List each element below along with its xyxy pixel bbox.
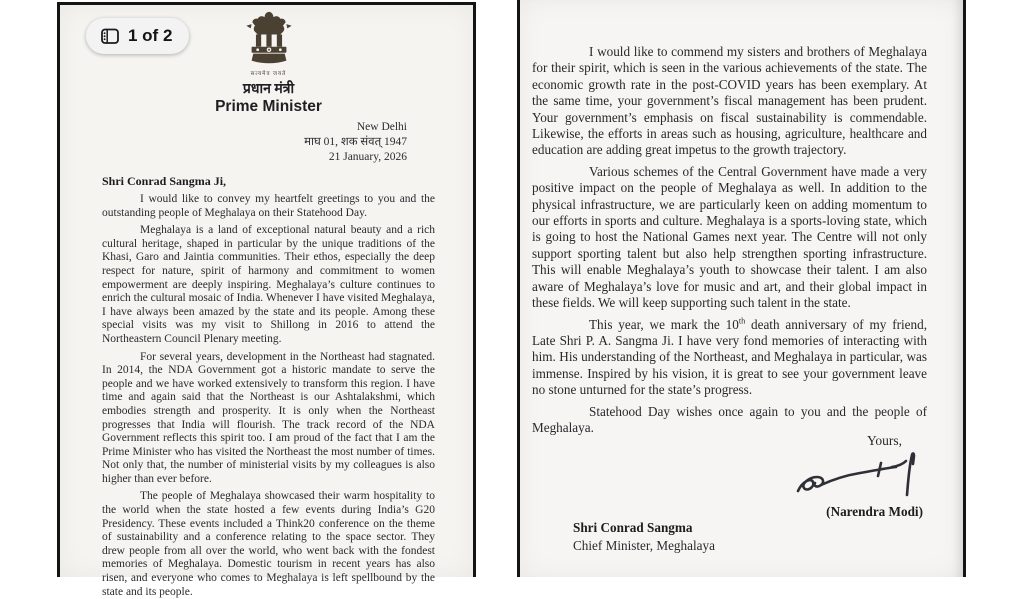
paragraph-text: death anniversary of my friend, Late Shri P. A. Sangma Ji. I have very fond memories of interacting with him. His understanding of the Northeast, and Meghalaya in particular, was immense. Inspired by his vision, it is great to see your government leave no stone unturned for the state’s progress. bbox=[532, 316, 927, 398]
dateline bbox=[102, 120, 435, 165]
salutation: Shri Conrad Sangma Ji, bbox=[102, 174, 227, 188]
narendra-modi-signature-icon bbox=[792, 450, 922, 502]
valediction: Yours, bbox=[866, 433, 902, 448]
letter-page-2 bbox=[517, 0, 966, 577]
ordinal-superscript: th bbox=[738, 316, 746, 326]
letter-paragraph: For several years, development in the Northeast had stagnated. In 2014, the NDA Government got a historic mandate to serve the people and we have worked extensively to transform this region. I have time and again said that the Northeast is our Ashtalakshmi, which embodies strength and prosperity. It is only when the Northeast progresses that India will flourish. The track record of the NDA Government reflects this spirit too. I am proud of the fact that I am the Prime Minister who has visited the Northeast the most number of times. Not only that, the number of ministerial visits by my colleagues is also higher than ever before. bbox=[102, 350, 435, 485]
letterhead-title-hindi: प्रधान मंत्री bbox=[242, 82, 295, 97]
recipient-title: Chief Minister, Meghalaya bbox=[573, 538, 715, 553]
pages-icon bbox=[100, 26, 120, 46]
paragraph-text: This year, we mark the 10 bbox=[589, 316, 739, 332]
page-count-label: 1 of 2 bbox=[128, 26, 173, 45]
dateline-place: New Delhi bbox=[356, 121, 407, 133]
letter-paragraph: Statehood Day wishes once again to you and the people of Meghalaya. bbox=[532, 403, 927, 435]
letter-page-1 bbox=[57, 2, 476, 598]
letterhead-title-english: Prime Minister bbox=[215, 98, 322, 115]
recipient-block bbox=[573, 519, 715, 555]
dateline-saka-date: माघ 01, शक संवत् 1947 bbox=[304, 136, 407, 148]
letter-paragraph bbox=[532, 317, 927, 399]
page-count-badge[interactable] bbox=[86, 18, 189, 54]
emblem-of-india-icon bbox=[243, 11, 295, 70]
recipient-name: Shri Conrad Sangma bbox=[573, 520, 693, 535]
letter-paragraph: Various schemes of the Central Government have made a very positive impact on the people of Meghalaya as well. In addition to the physical infrastructure, we are particularly keen on adding momentum to our efforts in sports and culture. Meghalaya is a sports-loving state, which is going to host the National Games next year. The Centre will not only support sporting talent but also help strengthen sporting infrastructure. This will enable Meghalaya’s youth to showcase their talent. I am also aware of Meghalaya’s love for music and art, and their global impact in these fields. We will keep supporting such talent in the state. bbox=[532, 163, 927, 311]
letter-paragraph: Meghalaya is a land of exceptional natural beauty and a rich cultural heritage, shaped in particular by the unique traditions of the Khasi, Garo and Jaintia communities. Their ethos, especially the deep respect for nature, spirit of harmony and commitment to women empowerment are deeply inspiring. Meghalaya’s culture continues to enrich the cultural mosaic of India. Whenever I have visited Meghalaya, I have always been amazed by the state and its people. Among these special visits was my visit to Shillong in 2016 to attend the Northeastern Council Plenary meeting. bbox=[102, 224, 435, 345]
letter-paragraph: The people of Meghalaya showcased their warm hospitality to the world when the state hosted a few events during India’s G20 Presidency. These events included a Think20 conference on the theme of sustainability and a conference relating to the space sector. They drew people from all over the world, who went back with the fondest memories of Meghalaya. Domestic tourism in recent years has also risen, and everyone who comes to Meghalaya is left spellbound by the state and its people. bbox=[102, 490, 435, 598]
dateline-gregorian-date: 21 January, 2026 bbox=[328, 151, 407, 163]
emblem-motto: सत्यमेव जयते bbox=[250, 71, 287, 77]
letter-paragraph: I would like to commend my sisters and brothers of Meghalaya for their spirit, which is seen in the various achievements of the state. The economic growth rate in the post-COVID years has been exemplary. At the same time, your government’s fiscal management has been prudent. Your government’s emphasis on fiscal sustainability is commendable. Likewise, the efforts in areas such as housing, agriculture, healthcare and education are adding great impetus to the growth trajectory. bbox=[532, 44, 927, 158]
letter-paragraph: I would like to convey my heartfelt greetings to you and the outstanding people of Meghalaya on their Statehood Day. bbox=[102, 193, 435, 219]
signatory-name: (Narendra Modi) bbox=[826, 504, 923, 519]
